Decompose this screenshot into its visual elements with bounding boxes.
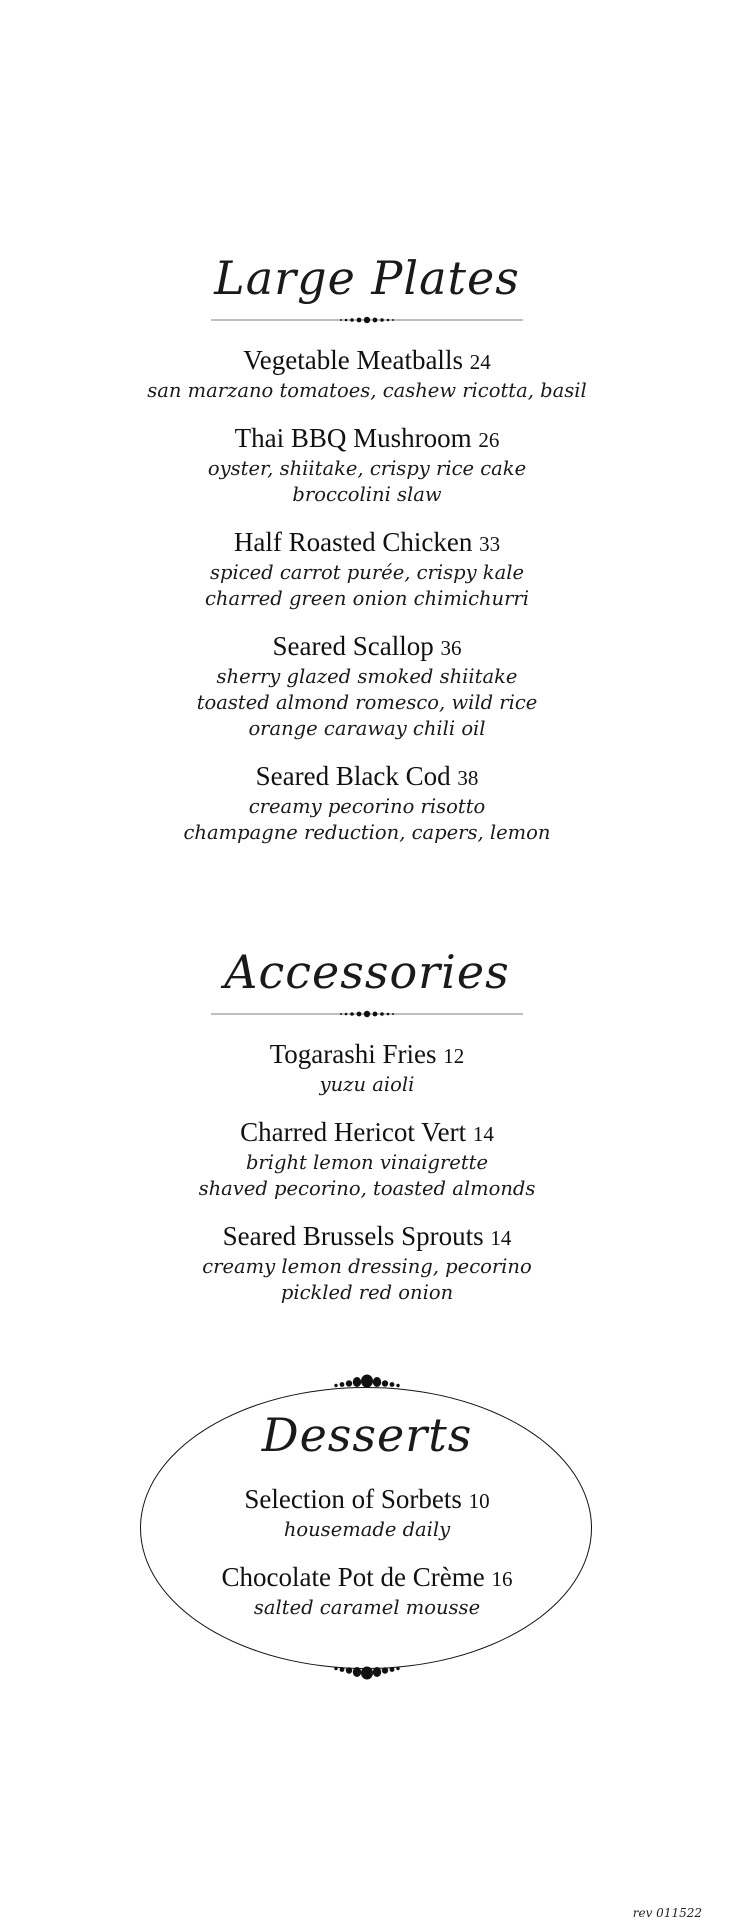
item-description: orange caraway chili oil	[248, 717, 486, 740]
item-description: toasted almond romesco, wild rice	[196, 691, 538, 714]
item-description: champagne reduction, capers, lemon	[183, 821, 551, 844]
item-description: creamy pecorino risotto	[248, 795, 486, 818]
menu-item	[0, 1561, 734, 1621]
revision-note: rev 011522	[632, 1906, 702, 1920]
item-name: Chocolate Pot de Crème	[221, 1562, 485, 1592]
item-name: Seared Black Cod	[255, 761, 451, 791]
desserts-list	[0, 1483, 734, 1621]
menu-item	[0, 1038, 734, 1098]
item-price: 12	[443, 1044, 465, 1068]
item-price: 38	[457, 766, 479, 790]
item-price: 10	[468, 1489, 490, 1513]
item-name: Thai BBQ Mushroom	[234, 423, 472, 453]
large-plates-heading: Large Plates	[214, 251, 520, 305]
item-name: Charred Hericot Vert	[240, 1117, 467, 1147]
item-price: 33	[479, 532, 501, 556]
item-description: shaved pecorino, toasted almonds	[198, 1177, 536, 1200]
item-description: broccolini slaw	[292, 483, 442, 506]
item-name: Togarashi Fries	[269, 1039, 437, 1069]
item-name: Seared Brussels Sprouts	[222, 1221, 484, 1251]
item-description: yuzu aioli	[319, 1073, 415, 1096]
item-price: 14	[472, 1122, 494, 1146]
item-price: 26	[478, 428, 500, 452]
bottom-ornament	[327, 1664, 407, 1684]
item-description: san marzano tomatoes, cashew ricotta, basil	[147, 379, 587, 402]
desserts-heading: Desserts	[261, 1408, 473, 1462]
item-name: Seared Scallop	[272, 631, 434, 661]
item-description: bright lemon vinaigrette	[245, 1151, 489, 1174]
large-plates-section	[0, 248, 734, 846]
item-description: creamy lemon dressing, pecorino	[202, 1255, 532, 1278]
menu-item	[0, 1483, 734, 1543]
item-price: 36	[440, 636, 462, 660]
item-name: Selection of Sorbets	[244, 1484, 462, 1514]
menu-item	[0, 1220, 734, 1306]
item-price: 16	[491, 1567, 513, 1591]
desserts-section	[0, 1405, 734, 1621]
item-description: salted caramel mousse	[253, 1596, 481, 1619]
item-description: charred green onion chimichurri	[204, 587, 529, 610]
menu-item	[0, 422, 734, 508]
large-plates-list	[0, 344, 734, 846]
item-price: 14	[490, 1226, 512, 1250]
menu-item	[0, 344, 734, 404]
item-description: pickled red onion	[280, 1281, 454, 1304]
item-name: Vegetable Meatballs	[243, 345, 463, 375]
menu-item	[0, 526, 734, 612]
item-description: sherry glazed smoked shiitake	[216, 665, 518, 688]
accessories-list	[0, 1038, 734, 1306]
item-description: housemade daily	[283, 1518, 451, 1541]
menu-item	[0, 630, 734, 742]
ornamental-divider	[211, 314, 523, 326]
accessories-heading: Accessories	[224, 945, 510, 999]
item-price: 24	[469, 350, 491, 374]
menu-item	[0, 760, 734, 846]
menu-item	[0, 1116, 734, 1202]
item-description: spiced carrot purée, crispy kale	[209, 561, 525, 584]
item-description: oyster, shiitake, crispy rice cake	[207, 457, 527, 480]
accessories-section	[0, 942, 734, 1306]
ornamental-divider	[211, 1008, 523, 1020]
item-name: Half Roasted Chicken	[233, 527, 473, 557]
